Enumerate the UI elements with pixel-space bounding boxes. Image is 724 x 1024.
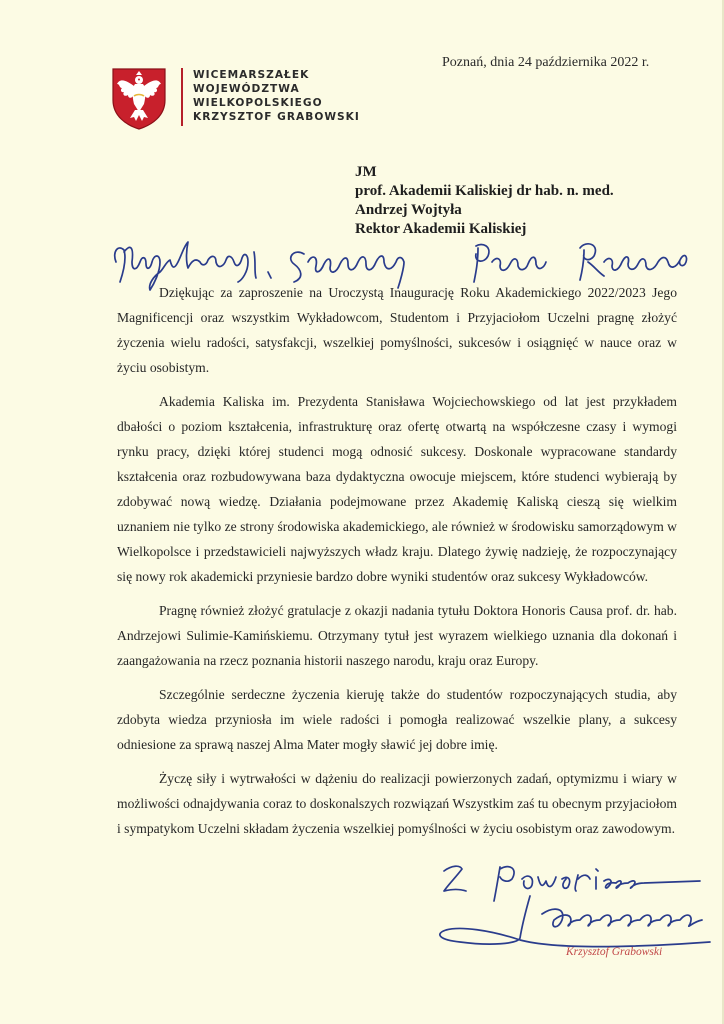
letter-date: Poznań, dnia 24 października 2022 r.	[442, 55, 650, 70]
office-line: KRZYSZTOF GRABOWSKI	[193, 111, 360, 123]
header-divider	[181, 68, 183, 126]
body-paragraph: Dziękując za zaproszenie na Uroczystą Inaugurację Roku Akademickiego 2022/2023 Jego Magnificencji oraz wszystkim Wykładowcom, Studentom i Przyjaciołom Uczelni pragnę złożyć życzenia wielu radości, satysfakcji, wszelkiej pomyślności, sukcesów i osiągnięć w nauce oraz w życiu osobistym.	[117, 285, 677, 375]
addressee-block	[355, 163, 614, 239]
body-paragraph: Pragnę również złożyć gratulacje z okazji nadania tytułu Doktora Honoris Causa prof. dr. hab. Andrzejowi Sulimie-Kamińskiemu. Otrzymany tytuł jest wyrazem wielkiego uznania dla dokonań i zaangażowania na rzecz poznania historii naszego narodu, kraju oraz Europy.	[117, 603, 677, 668]
letter-body	[117, 280, 677, 841]
addressee-line: Rektor Akademii Kaliskiej	[355, 221, 527, 237]
addressee-line: JM	[355, 164, 377, 180]
office-line: WIELKOPOLSKIEGO	[193, 97, 323, 109]
addressee-line: prof. Akademii Kaliskiej dr hab. n. med.	[355, 183, 614, 199]
body-paragraph: Szczególnie serdeczne życzenia kieruję także do studentów rozpoczynających studia, aby zdobyta wiedza przyniosła im wiele radości i pomogła realizować wszelkie plany, a sukcesy odniesione za sprawą naszej Alma Mater mogły sławić jej dobre imię.	[117, 687, 677, 752]
wielkopolska-eagle-crest-icon	[110, 66, 168, 130]
office-line: WOJEWÓDZTWA	[193, 83, 300, 95]
office-line: WICEMARSZAŁEK	[193, 69, 310, 81]
body-paragraph: Życzę siły i wytrwałości w dążeniu do realizacji powierzonych zadań, optymizmu i wiary w możliwości odnajdywania coraz to doskonalszych rozwiązań Wszystkim zaś tu obecnym przyjaciołom i sympatykom Uczelni składam życzenia wszelkiej pomyślności w życiu osobistym oraz zawodowym.	[117, 771, 677, 836]
signer-name-stamp: Krzysztof Grabowski	[566, 946, 663, 958]
office-name-block	[193, 68, 360, 124]
body-paragraph: Akademia Kaliska im. Prezydenta Stanisława Wojciechowskiego od lat jest przykładem dbałości o poziom kształcenia, infrastrukturę oraz ofertę otwartą na współczesne czasy i wymogi rynku pracy, dzięki której studenci mogą odnosić sukcesy. Doskonale wypracowane standardy kształcenia oraz rozbudowywana baza dydaktyczna owocuje miejscem, które studenci wybierają by zdobywać nową wiedzę. Działania podejmowane przez Akademię Kaliską cieszą się wielkim uznaniem nie tylko ze strony środowiska akademickiego, ale również w środowisku samorządowym w Wielkopolsce i przedstawicieli najwyższych władz kraju. Dlatego żywię nadzieję, że rozpoczynający się nowy rok akademicki przyniesie bardzo dobre wyniki studentów oraz sukcesy Wykładowców.	[117, 394, 677, 584]
addressee-line: Andrzej Wojtyła	[355, 202, 462, 218]
